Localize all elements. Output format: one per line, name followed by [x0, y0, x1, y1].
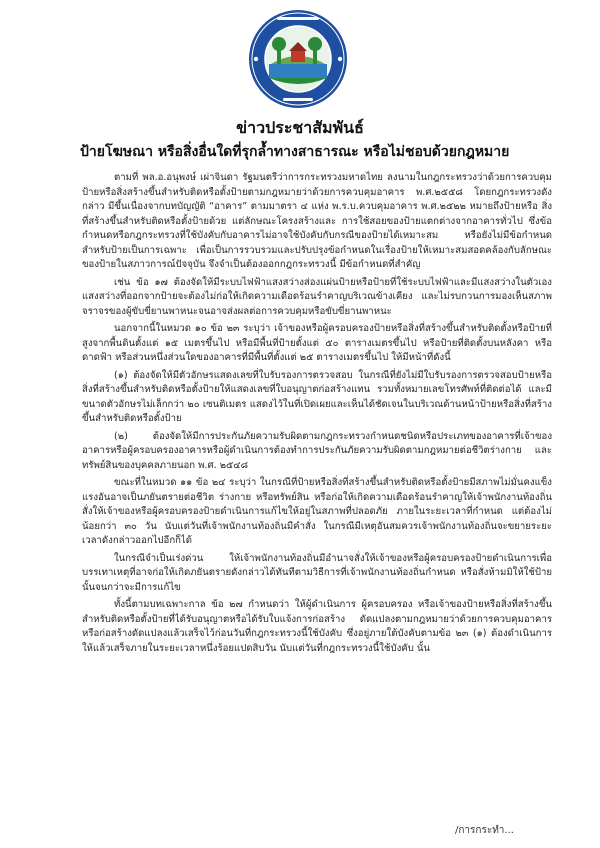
paragraph-clause-23: นอกจากนี้ในหมวด ๑๐ ข้อ ๒๓ ระบุว่า เจ้าของหรือผู้ครอบครองป้ายหรือสิ่งที่สร้างขึ้นสำหรับติดตั้งหรือป้ายที่สูงจากพื้นดินตั้งแต่ ๑๕ เมตรขึ้นไป หรือมีพื้นที่ป้ายตั้งแต่ ๕๐ ตารางเมตรขึ้นไป หรือป้ายที่ติดตั้งบนหลังคา หรือดาดฟ้า หรือส่วนหนึ่งส่วนใดของอาคารที่มีพื้นที่ตั้งแต่ ๒๕ ตารางเมตรขึ้นไป ให้มีหน้าที่ดังนี้	[82, 323, 552, 363]
paragraph-item-2: (๒) ต้องจัดให้มีการประกันภัยความรับผิดตามกฎกระทรวงกำหนดชนิดหรือประเภทของอาคารที่เจ้าของอาคารหรือผู้ครอบครองอาคารหรือผู้ดำเนินการต้องทำการประกันภัยความรับผิดตามกฎหมายต่อชีวิตร่างกาย และทรัพย์สินของบุคคลภายนอก พ.ศ. ๒๕๔๘	[82, 430, 552, 471]
document-title: ข่าวประชาสัมพันธ์	[236, 118, 364, 137]
continued-marker: /การกระทำ...	[455, 825, 514, 836]
paragraph-urgent: ในกรณีจำเป็นเร่งด่วน ให้เจ้าพนักงานท้องถิ่นมีอำนาจสั่งให้เจ้าของหรือผู้ครอบครองป้ายดำเนินการเพื่อบรรเทาเหตุที่อาจก่อให้เกิดภยันตรายดังกล่าวได้ทันทีตามวิธีการที่เจ้าพนักงานท้องถิ่นกำหนด หรือสั่งห้ามมิให้ใช้ป้ายนั้นจนกว่าจะมีการแก้ไข	[82, 552, 552, 593]
document-body	[82, 171, 552, 659]
paragraph-clause-17: เช่น ข้อ ๑๗ ต้องจัดให้มีระบบไฟฟ้าแสงสว่างส่องแผ่นป้ายหรือป้ายที่ใช้ระบบไฟฟ้าและมีแสงสว่างในตัวเอง แสงสว่างที่ออกจากป้ายจะต้องไม่ก่อให้เกิดความเดือดร้อนรำคาญบริเวณข้างเคียง และไม่รบกวนการมองเห็นสภาพจราจรของผู้ขับขี่ยานพาหนะจนอาจส่งผลต่อการควบคุมหรือขับขี่ยานพาหนะ	[82, 276, 552, 317]
document-subtitle: ป้ายโฆษณา หรือสิ่งอื่นใดที่รุกล้ำทางสาธารณะ หรือไม่ชอบด้วยกฎหมาย	[80, 144, 510, 160]
paragraph-clause-27: ทั้งนี้ตามบทเฉพาะกาล ข้อ ๒๗ กำหนดว่า ให้ผู้ดำเนินการ ผู้ครอบครอง หรือเจ้าของป้ายหรือสิ่งที่สร้างขึ้นสำหรับติดหรือตั้งป้ายที่ได้รับอนุญาตหรือได้รับใบแจ้งการก่อสร้าง ดัดแปลงตามกฎหมายว่าด้วยการควบคุมอาคารหรือก่อสร้างดัดแปลงแล้วเสร็จไว้ก่อนวันที่กฎกระทรวงนี้ใช้บังคับ ซึ่งอยู่ภายใต้บังคับตามข้อ ๒๓ (๑) ต้องดำเนินการให้แล้วเสร็จภายในระยะเวลาหนึ่งร้อยแปดสิบวัน นับแต่วันที่กฎกระทรวงนี้ใช้บังคับ นั้น	[82, 599, 552, 654]
paragraph-item-1: (๑) ต้องจัดให้มีตัวอักษรแสดงเลขที่ใบรับรองการตรวจสอบ ในกรณีที่ยังไม่มีใบรับรองการตรวจสอบป้ายหรือสิ่งที่สร้างขึ้นสำหรับติดหรือตั้งป้ายให้แสดงเลขที่ใบอนุญาตก่อสร้างแทน รวมทั้งหมายเลขโทรศัพท์ที่ติดต่อได้ และมีขนาดตัวอักษรไม่เล็กกว่า ๒๐ เซนติเมตร แสดงไว้ในที่เปิดเผยและเห็นได้ชัดเจนในบริเวณด้านหน้าป้ายหรือสิ่งที่สร้างขึ้นสำหรับติดหรือตั้งป้าย	[82, 369, 552, 424]
municipal-seal-icon	[247, 8, 349, 110]
organization-logo	[247, 8, 349, 110]
paragraph-intro: ตามที่ พล.อ.อนุพงษ์ เผ่าจินดา รัฐมนตรีว่าการกระทรวงมหาดไทย ลงนามในกฎกระทรวงว่าด้วยการควบคุมป้ายหรือสิ่งสร้างขึ้นสำหรับติดหรือตั้งป้ายตามกฎหมายว่าด้วยการควบคุมอาคาร พ.ศ.๒๕๕๘ โดยกฎกระทรวงดังกล่าว มีขึ้นเนื่องจากบทบัญญัติ “อาคาร” ตามมาตรา ๔ แห่ง พ.ร.บ.ควบคุมอาคาร พ.ศ.๒๕๒๒ หมายถึงป้ายหรือ สิ่งที่สร้างขึ้นสำหรับติดหรือตั้งป้ายด้วย แต่ลักษณะโครงสร้างและ การใช้สอยของป้ายแตกต่างจากอาคารทั่วไป ซึ่งข้อกำหนดหรือกฎกระทรวงที่ใช้บังคับกับอาคารไม่อาจใช้บังคับกับกรณีของป้ายได้เหมาะสม หรือยังไม่มีข้อกำหนดสำหรับป้ายเป็นการเฉพาะ เพื่อเป็นการรวบรวมและปรับปรุงข้อกำหนดในเรื่องป้ายให้เหมาะสมสอดคล้องกับลักษณะของป้ายในสภาวการณ์ปัจจุบัน จึงจำเป็นต้องออกกฎกระทรวงนี้ มีข้อกำหนดที่สำคัญ	[82, 172, 552, 270]
paragraph-clause-24: ขณะที่ในหมวด ๑๑ ข้อ ๒๔ ระบุว่า ในกรณีที่ป้ายหรือสิ่งที่สร้างขึ้นสำหรับติดหรือตั้งป้ายมีสภาพไม่มั่นคงแข็งแรงอันอาจเป็นภยันตรายต่อชีวิต ร่างกาย หรือทรัพย์สิน หรือก่อให้เกิดความเดือดร้อนรำคาญให้เจ้าพนักงานท้องถิ่นสั่งให้เจ้าของหรือผู้ครอบครองป้ายดำเนินการแก้ไขให้อยู่ในสภาพที่ปลอดภัย ภายในระยะเวลาที่กำหนด แต่ต้องไม่น้อยกว่า ๓๐ วัน นับแต่วันที่เจ้าพนักงานท้องถิ่นมีคำสั่ง ในกรณีมีเหตุอันสมควรเจ้าพนักงานท้องถิ่นจะขยายระยะเวลาดังกล่าวออกไปอีกก็ได้	[82, 477, 552, 546]
